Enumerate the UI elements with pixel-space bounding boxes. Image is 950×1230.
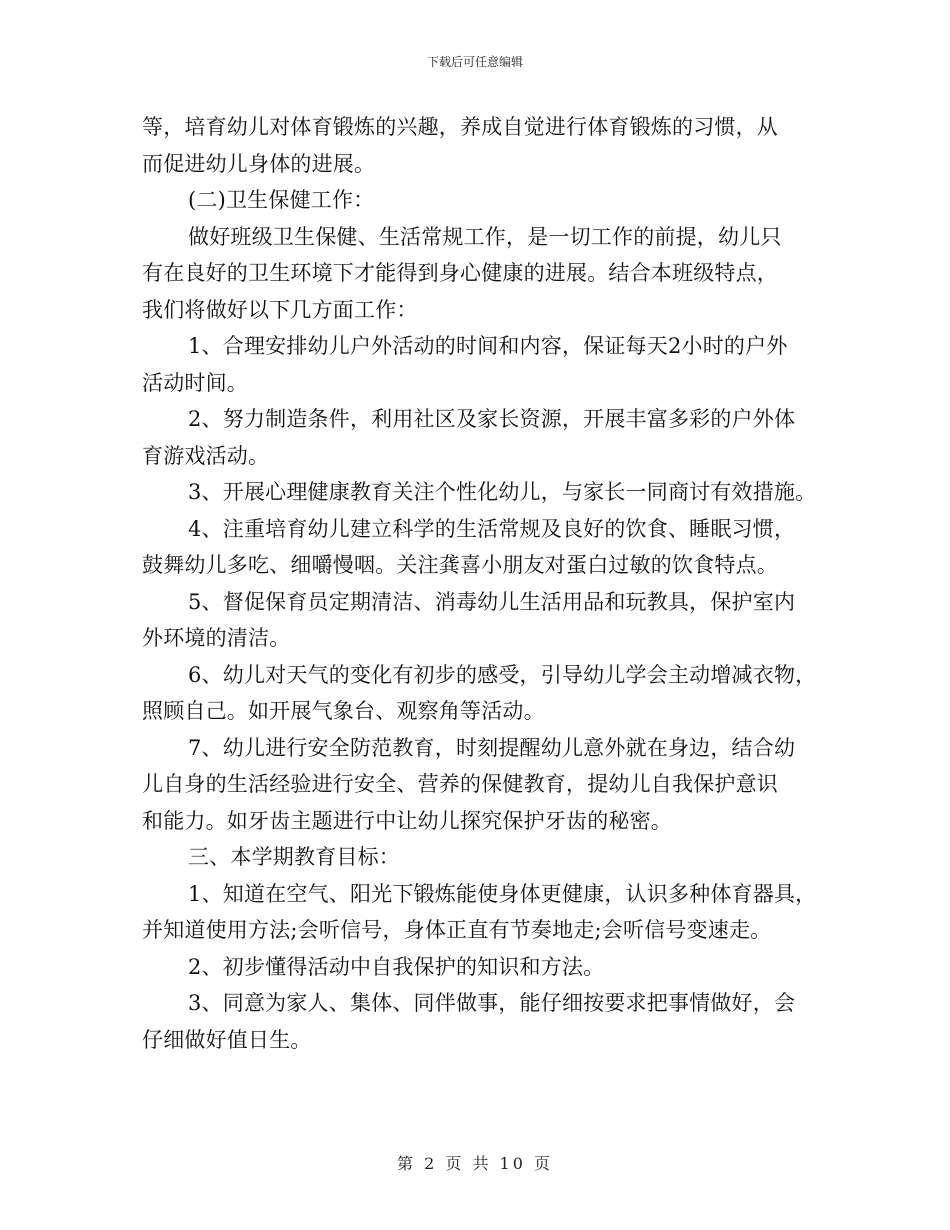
list-item-line: 6、幼儿对天气的变化有初步的感受，引导幼儿学会主动增减衣物， (188, 662, 817, 687)
header-note: 下载后可任意编辑 (426, 55, 523, 69)
list-item-line: 和能力。如牙齿主题进行中让幼儿探究保护牙齿的秘密。 (142, 808, 672, 833)
document-body (142, 109, 822, 1058)
list-item-line: 儿自身的生活经验进行安全、营养的保健教育，提幼儿自我保护意识 (142, 772, 778, 796)
list-item-line: 仔细做好值日生。 (142, 1027, 312, 1052)
list-item-line: 2、努力制造条件，利用社区及家长资源，开展丰富多彩的户外体 (188, 407, 796, 431)
section-heading: (二)卫生保健工作： (188, 188, 375, 212)
body-line: 做好班级卫生保健、生活常规工作，是一切工作的前提，幼儿只 (188, 224, 782, 249)
list-item-line: 1、知道在空气、阳光下锻炼能使身体更健康，认识多种体育器具， (188, 881, 817, 906)
list-item-line: 3、同意为家人、集体、同伴做事，能仔细按要求把事情做好，会 (188, 991, 796, 1015)
body-line: 我们将做好以下几方面工作： (142, 297, 418, 322)
list-item-line: 4、注重培育幼儿建立科学的生活常规及良好的饮食、睡眠习惯， (188, 516, 796, 541)
section-heading: 三、本学期教育目标： (188, 845, 400, 869)
body-line: 等，培育幼儿对体育锻炼的兴趣，养成自觉进行体育锻炼的习惯，从 (142, 115, 778, 139)
list-item-line: 7、幼儿进行安全防范教育，时刻提醒幼儿意外就在身边，结合幼 (188, 735, 796, 760)
body-line: 而促进幼儿身体的进展。 (142, 151, 376, 176)
list-item-line: 鼓舞幼儿多吃、细嚼慢咽。关注龚喜小朋友对蛋白过敏的饮食特点。 (142, 553, 778, 577)
list-item-line: 2、初步懂得活动中自我保护的知识和方法。 (188, 954, 605, 979)
body-line: 有在良好的卫生环境下才能得到身心健康的进展。结合本班级特点， (142, 261, 778, 285)
list-item-line: 并知道使用方法;会听信号，身体正直有节奏地走;会听信号变速走。 (142, 918, 772, 942)
list-item-line: 3、开展心理健康教育关注个性化幼儿，与家长一同商讨有效措施。 (188, 480, 817, 504)
list-item-line: 1、合理安排幼儿户外活动的时间和内容，保证每天2小时的户外 (188, 334, 788, 358)
list-item-line: 育游戏活动。 (142, 443, 270, 468)
list-item-line: 5、督促保育员定期清洁、消毒幼儿生活用品和玩教具，保护室内 (188, 589, 796, 614)
page-footer: 第 2 页 共 10 页 (397, 1154, 553, 1173)
list-item-line: 活动时间。 (142, 370, 248, 395)
list-item-line: 照顾自己。如开展气象台、观察角等活动。 (142, 699, 545, 723)
list-item-line: 外环境的清洁。 (142, 626, 291, 650)
